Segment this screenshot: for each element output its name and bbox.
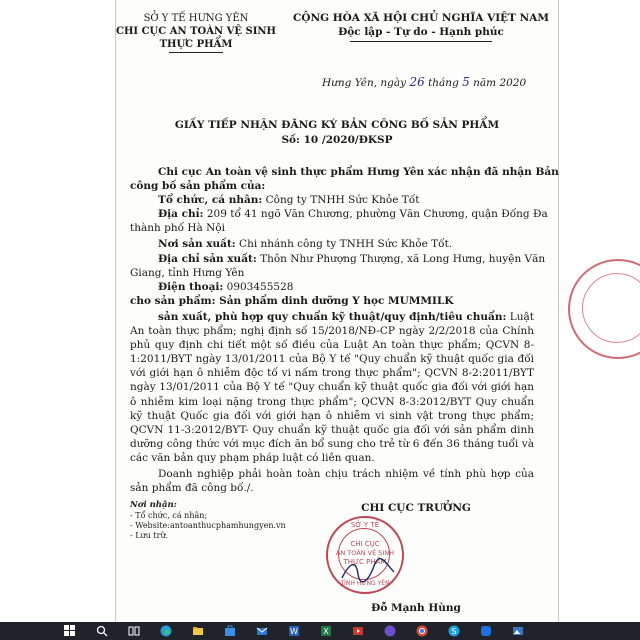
recipient-item: - Website:antoanthucphamhungyen.vn — [130, 521, 286, 530]
official-stamp: SỞ Y TẾ CHI CỤC AN TOÀN VỆ SINH THỰC PHẨM TỈNH HƯNG YÊN — [326, 516, 404, 594]
svg-text:W: W — [290, 627, 298, 636]
handwritten-signature — [338, 556, 398, 586]
address: Địa chỉ: 209 tổ 41 ngõ Văn Chương, phường Văn Chương, quận Đống Đa — [158, 208, 548, 220]
signer-title: CHI CỤC TRƯỞNG — [361, 502, 471, 514]
date-month: 5 — [462, 75, 470, 89]
national-motto: Độc lập - Tự do - Hạnh phúc — [338, 26, 504, 38]
task-view-icon[interactable] — [128, 625, 140, 637]
responsibility-paragraph: Doanh nghiệp phải hoàn toàn chịu trách nhiệm về tính phù hợp của sản phẩm đã công bố./. — [130, 468, 534, 495]
photos-icon[interactable] — [512, 625, 524, 637]
media-icon[interactable] — [352, 625, 364, 637]
adjacent-page-stamp — [560, 255, 640, 365]
recipient-item: - Lưu trữ. — [130, 531, 169, 540]
explorer-icon[interactable] — [192, 625, 204, 637]
issue-date: Hưng Yên, ngày 26 tháng 5 năm 2020 — [322, 75, 527, 89]
recipient-item: - Tổ chức, cá nhân; — [130, 511, 208, 520]
svg-text:X: X — [323, 627, 329, 636]
svg-text:S: S — [451, 627, 457, 636]
skype-icon[interactable] — [448, 625, 460, 637]
word-icon[interactable] — [288, 625, 300, 637]
organization: Tổ chức, cá nhân: Công ty TNHH Sức Khỏe Tốt — [158, 194, 420, 206]
date-day: 26 — [409, 75, 425, 89]
phone: Điện thoại: 0903455528 — [158, 281, 294, 293]
production-address: Địa chỉ sản xuất: Thôn Như Phượng Thượng, xã Long Hưng, huyện Văn — [158, 253, 546, 265]
search-icon[interactable] — [96, 625, 108, 637]
production-address-cont: Giang, tỉnh Hưng Yên — [130, 267, 245, 279]
production-place: Nơi sản xuất: Chi nhánh công ty TNHH Sức Khỏe Tốt. — [158, 238, 453, 250]
intro-line1: Chi cục An toàn vệ sinh thực phẩm Hưng Yên xác nhận đã nhận Bản — [158, 166, 559, 178]
chrome-icon[interactable] — [416, 625, 428, 637]
store-icon[interactable] — [224, 625, 236, 637]
intro-line2: công bố sản phẩm của: — [130, 180, 266, 192]
address-cont: thành phố Hà Nội — [130, 222, 225, 234]
product-line: cho sản phẩm: Sản phẩm dinh dưỡng Y học MUMMILK — [130, 295, 454, 307]
agency-name-line2: THỰC PHẨM — [159, 39, 233, 50]
windows-icon[interactable] — [64, 625, 76, 637]
signer-name: Đỗ Mạnh Hùng — [371, 602, 461, 614]
mail-icon[interactable] — [256, 625, 268, 637]
header-right-rule — [350, 41, 492, 42]
agency-name-line1: CHI CỤC AN TOÀN VỆ SINH — [116, 26, 276, 37]
document-title: GIẤY TIẾP NHẬN ĐĂNG KÝ BẢN CÔNG BỐ SẢN PHẨM — [174, 119, 500, 131]
header-left-rule — [169, 52, 223, 53]
republic-title: CỘNG HÒA XÃ HỘI CHỦ NGHĨA VIỆT NAM — [293, 12, 549, 24]
windows-taskbar — [0, 622, 640, 640]
standards-paragraph: sản xuất, phù hợp quy chuẩn kỹ thuật/quy định/tiêu chuẩn: Luật An toàn thực phẩm; nghị định số 15/2018/NĐ-CP ngày 2/2/2018 của Chính phủ quy định chi tiết một số điều của Luật An toàn thực phẩm; QCVN 8-1:2011/BYT ngày 13/01/2011 của Bộ Y tế "Quy chuẩn kỹ thuật quốc gia đối với giới hạn ô nhiễm độc tố vi nấm trong thực phẩm"; QCVN 8-2:2011/BYT ngày 13/01/2011 của Bộ Y tế "Quy chuẩn kỹ thuật quốc gia đối với giới hạn ô nhiễm kim loại nặng trong thực phẩm"; QCVN 8-3:2012/BYT Quy chuẩn kỹ thuật Quốc gia đối với giới hạn ô nhiễm vi sinh vật trong thực phẩm; QCVN 11-3:2012/BYT- Quy chuẩn kỹ thuật quốc gia đối với sản phẩm dinh dưỡng công thức với mục đích ăn bổ sung cho trẻ từ 6 đến 36 tháng tuổi và các văn bản quy phạm pháp luật có liên quan. — [130, 311, 534, 464]
edge-icon[interactable] — [160, 625, 172, 637]
viber-icon[interactable] — [384, 625, 396, 637]
ministry-name: SỞ Y TẾ HƯNG YÊN — [143, 13, 249, 24]
document-page — [116, 0, 558, 622]
recipients-label: Nơi nhận: — [130, 500, 177, 510]
zalo-icon[interactable] — [480, 625, 492, 637]
document-number: Số: 10 /2020/ĐKSP — [281, 134, 393, 146]
excel-icon[interactable] — [320, 625, 332, 637]
